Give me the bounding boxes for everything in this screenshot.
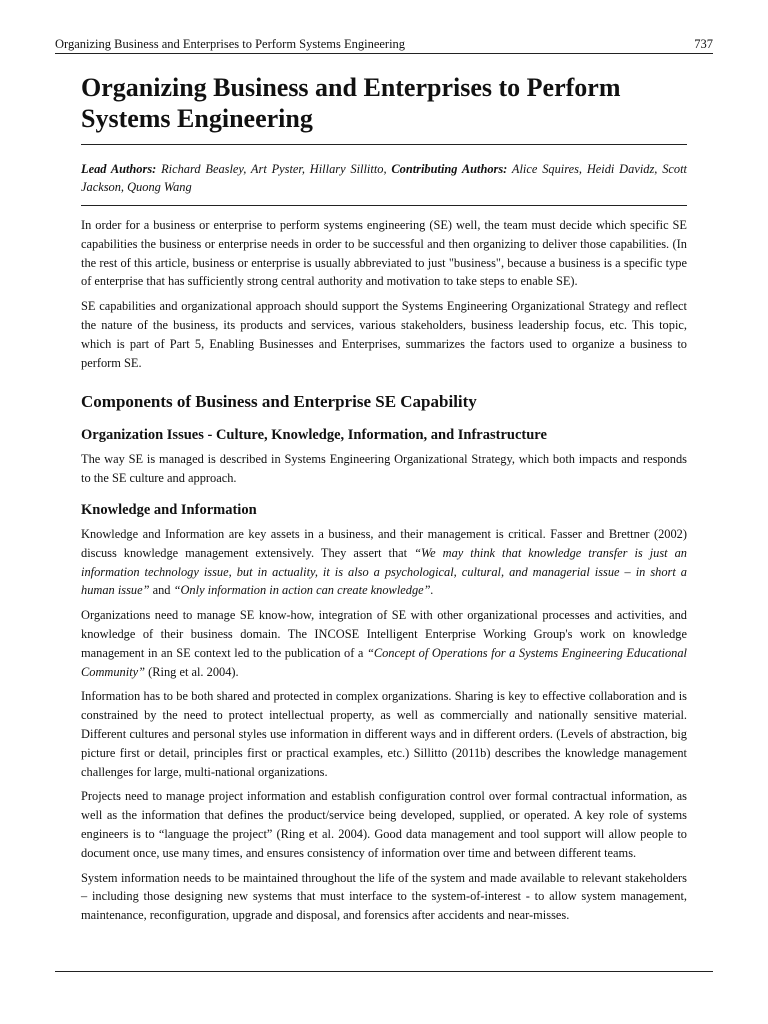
header-divider [55,53,713,54]
subsection-heading-knowledge-information: Knowledge and Information [81,501,257,518]
quotation: “Only information in action can create knowledge”. [173,583,434,598]
knowledge-paragraph-2 [81,606,687,681]
lead-authors-names: Richard Beasley, Art Pyster, Hillary Sillitto, [156,162,392,176]
article-body [81,72,687,925]
knowledge-paragraph-5: System information needs to be maintained throughout the life of the system and made available to relevant stakeholders – including those designing new systems that must interface to the system-of-interest - to allow system management, maintenance, reconfiguration, upgrade and disposal, and forensics after accidents and near-misses. [81,870,687,923]
intro-paragraph: SE capabilities and organizational approach should support the Systems Engineering Organizational Strategy and reflect the nature of the business, its products and services, various stakeholders, business leadership focus, etc. This topic, which is part of Part 5, Enabling Businesses and Enterprises, summarizes the factors used to organize a business to perform SE. [81,299,687,370]
text-span: (Ring et al. 2004). [145,664,239,679]
contributing-authors-names: Alice Squires, Heidi Davidz, Scott Jackson, Quong Wang [81,162,687,194]
lead-authors-label: Lead Authors: [81,162,157,176]
organization-issues-paragraph: The way SE is managed is described in Systems Engineering Organizational Strategy, which both impacts and responds to the SE culture and approach. [81,452,687,486]
quotation: “We may think that knowledge transfer is just an information technology issue, but in actuality, it is also a psychological, cultural, and managerial issue – in short a human issue” [81,545,687,598]
page-number: 737 [694,37,713,51]
text-span: Organizations need to manage SE know-how, integration of SE with other organizational processes and activities, and knowledge of their business domain. The INCOSE Intelligent Enterprise Working Group's work on knowledge management in an SE context led to the publication of a [81,608,687,660]
text-span: Knowledge and Information are key assets in a business, and their management is critical. Fasser and Brettner (2002) discuss knowledge management extensively. They assert that [81,526,687,560]
text-span: and [149,583,174,598]
title-divider [81,144,687,145]
footer-divider [55,971,713,972]
subsection-heading-organization-issues: Organization Issues - Culture, Knowledge, Information, and Infrastructure [81,427,547,444]
author-line [81,160,687,196]
running-head-title: Organizing Business and Enterprises to Perform Systems Engineering [55,37,406,51]
knowledge-paragraph-1 [81,525,687,600]
section-heading: Components of Business and Enterprise SE Capability [81,392,477,412]
publication-title: “Concept of Operations for a Systems Engineering Educational Community” [81,645,687,679]
article-title: Organizing Business and Enterprises to Perform Systems Engineering [81,73,621,133]
running-head [55,36,713,52]
author-divider [81,205,687,206]
knowledge-paragraph-3: Information has to be both shared and protected in complex organizations. Sharing is key to effective collaboration and is constrained by the need to protect intellectual property, as well as commercially and nationally sensitive material. Different cultures and personal styles use information in different ways and in different orders. (Levels of abstraction, big picture first or detail, principles first or practical examples, etc.) Sillitto (2011b) describes the knowledge management challenges for large, multi-national organizations. [81,689,687,779]
intro-paragraph: In order for a business or enterprise to perform systems engineering (SE) well, the team must decide which specific SE capabilities the business or enterprise needs in order to be successful and then organizing to deliver those capabilities. (In the rest of this article, business or enterprise is usually abbreviated to just "business", because a business is a specific type of enterprise that has sufficiently strong central authority and motivation to take steps to enable SE). [81,218,687,289]
contributing-authors-label: Contributing Authors: [391,162,508,176]
knowledge-paragraph-4: Projects need to manage project information and establish configuration control over formal contractual information, as well as the information that defines the product/service being developed, supplied, or operated. A key role of systems engineers is to “language the project” (Ring et al. 2004). Good data management and tool support will allow people to document once, use many times, and ensures consistency of information over time and between different teams. [81,789,687,860]
